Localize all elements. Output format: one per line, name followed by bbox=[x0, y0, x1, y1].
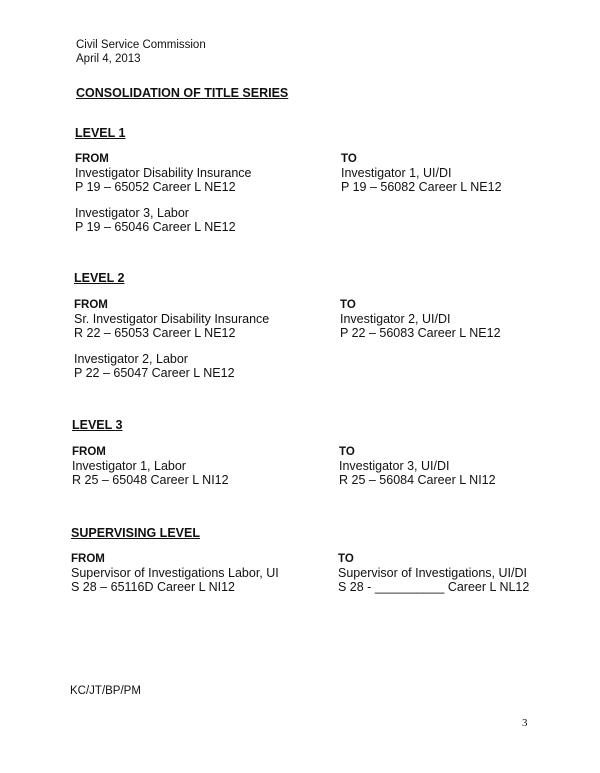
to-title: Supervisor of Investigations, UI/DI bbox=[338, 566, 527, 580]
to-label: TO bbox=[340, 299, 356, 311]
supervising-level-from bbox=[71, 552, 279, 594]
to-title: Investigator 2, UI/DI bbox=[340, 312, 451, 326]
from-label: FROM bbox=[71, 553, 105, 565]
from-title: Investigator 2, Labor bbox=[74, 352, 188, 366]
from-title: Investigator Disability Insurance bbox=[75, 166, 252, 180]
letter-header bbox=[76, 38, 206, 66]
level-3-from bbox=[72, 445, 229, 487]
to-title: Investigator 3, UI/DI bbox=[339, 459, 450, 473]
level-2-to bbox=[340, 298, 501, 340]
from-code: P 22 – 65047 Career L NE12 bbox=[74, 366, 235, 380]
supervising-level-heading: SUPERVISING LEVEL bbox=[71, 526, 200, 540]
from-code: P 19 – 65052 Career L NE12 bbox=[75, 180, 236, 194]
from-title: Sr. Investigator Disability Insurance bbox=[74, 312, 270, 326]
from-code: R 25 – 65048 Career L NI12 bbox=[72, 473, 229, 487]
from-title: Supervisor of Investigations Labor, UI bbox=[71, 566, 279, 580]
level-1-heading: LEVEL 1 bbox=[75, 126, 126, 140]
from-code: P 19 – 65046 Career L NE12 bbox=[75, 220, 236, 234]
author-initials: KC/JT/BP/PM bbox=[70, 685, 141, 697]
level-2-from bbox=[74, 298, 269, 380]
document-date: April 4, 2013 bbox=[76, 53, 141, 65]
to-code: S 28 - __________ Career L NL12 bbox=[338, 580, 530, 594]
from-code: S 28 – 65116D Career L NI12 bbox=[71, 580, 235, 594]
from-title: Investigator 1, Labor bbox=[72, 459, 186, 473]
supervising-level-to bbox=[338, 552, 529, 594]
from-code: R 22 – 65053 Career L NE12 bbox=[74, 326, 236, 340]
to-code: P 19 – 56082 Career L NE12 bbox=[341, 180, 502, 194]
to-code: P 22 – 56083 Career L NE12 bbox=[340, 326, 501, 340]
organization-name: Civil Service Commission bbox=[76, 39, 206, 51]
level-1-to bbox=[341, 152, 502, 194]
level-2-heading: LEVEL 2 bbox=[74, 271, 125, 285]
to-code: R 25 – 56084 Career L NI12 bbox=[339, 473, 496, 487]
level-3-heading: LEVEL 3 bbox=[72, 418, 123, 432]
to-label: TO bbox=[338, 553, 354, 565]
to-title: Investigator 1, UI/DI bbox=[341, 166, 452, 180]
from-title: Investigator 3, Labor bbox=[75, 206, 189, 220]
level-1-from bbox=[75, 152, 251, 234]
to-label: TO bbox=[341, 153, 357, 165]
from-label: FROM bbox=[74, 299, 108, 311]
page-number: 3 bbox=[522, 717, 528, 729]
to-label: TO bbox=[339, 446, 355, 458]
level-3-to bbox=[339, 445, 496, 487]
from-label: FROM bbox=[75, 153, 109, 165]
document-title: CONSOLIDATION OF TITLE SERIES bbox=[76, 86, 289, 100]
from-label: FROM bbox=[72, 446, 106, 458]
